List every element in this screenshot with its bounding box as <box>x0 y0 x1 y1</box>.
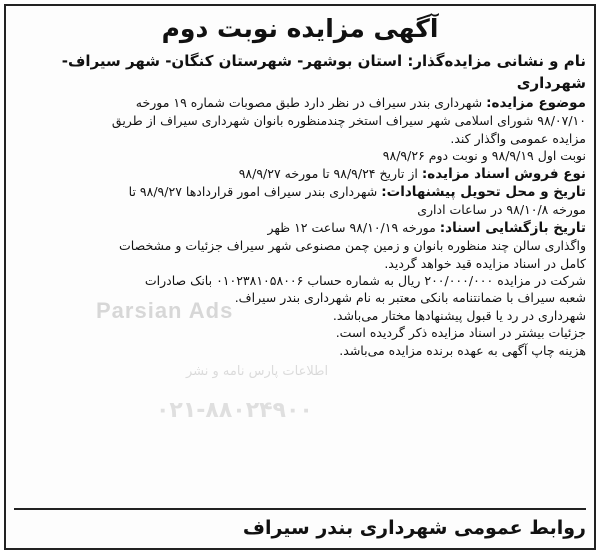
auctioneer-line-2 <box>14 72 586 94</box>
delivery-line-1 <box>14 183 586 201</box>
body-line-4: شعبه سیراف با ضمانتنامه بانکی معتبر به نام شهرداری بندر سیراف. <box>234 290 586 306</box>
doc-sale-line <box>14 165 586 183</box>
turns-line: نوبت اول ۹۸/۹/۱۹ و نوبت دوم ۹۸/۹/۲۶ <box>382 148 586 164</box>
subject-line-3: مزایده عمومی واگذار کند. <box>450 130 586 146</box>
doc-sale-text: از تاریخ ۹۸/۹/۲۴ تا مورخه ۹۸/۹/۲۷ <box>238 165 418 181</box>
auction-notice <box>4 4 596 550</box>
doc-sale-label: نوع فروش اسناد مزایده: <box>421 165 586 182</box>
auctioneer-label: نام و نشانی مزایده‌گذار: <box>407 52 586 70</box>
notice-title: آگهی مزایده نوبت دوم <box>161 14 439 43</box>
delivery-line-2: مورخه ۹۸/۱۰/۸ در ساعات اداری <box>417 202 586 218</box>
body-line-1: واگذاری سالن چند منظوره بانوان و زمین چمن مصنوعی شهر سیراف جزئیات و مشخصات <box>119 238 586 254</box>
subject-label: موضوع مزایده: <box>486 95 586 111</box>
opening-text: مورخه ۹۸/۱۰/۱۹ ساعت ۱۲ ظهر <box>267 219 436 235</box>
auctioneer-line-1 <box>14 50 586 72</box>
body-line-5: شهرداری در رد یا قبول پیشنهادها مختار می‌باشد. <box>332 307 586 323</box>
notice-footer: روابط عمومی شهرداری بندر سیراف <box>242 517 586 539</box>
body-line-6: جزئیات بیشتر در اسناد مزایده ذکر گردیده است. <box>335 325 586 341</box>
subject-line-1 <box>14 94 586 112</box>
watermark-brand: Parsian Ads <box>96 298 234 323</box>
auctioneer-text-2: شهرداری <box>516 74 586 92</box>
body-line-7: هزینه چاپ آگهی به عهده برنده مزایده می‌باشد. <box>339 342 586 358</box>
body-line-2: کامل در اسناد مزایده قید خواهد گردید. <box>384 255 586 271</box>
auctioneer-text-1: استان بوشهر- شهرستان کنگان- شهر سیراف- <box>61 52 403 70</box>
subject-text-1: شهرداری بندر سیراف در نظر دارد طبق مصوبات شماره ۱۹ مورخه <box>135 95 483 110</box>
subject-line-2: ۹۸/۰۷/۱۰ شورای اسلامی شهر سیراف استخر چندمنظوره بانوان شهرداری سیراف از طریق <box>111 113 586 129</box>
watermark-subtitle: اطلاعات پارس نامه و نشر <box>186 364 329 379</box>
delivery-text-1: شهرداری بندر سیراف امور قراردادها ۹۸/۹/۲۷ تا <box>128 184 378 200</box>
opening-line <box>14 219 586 237</box>
footer-divider <box>14 508 586 510</box>
opening-label: تاریخ بازگشایی اسناد: <box>439 219 586 236</box>
watermark-phone: ۰۲۱-۸۸۰۲۴۹۰۰ <box>156 398 313 423</box>
body-line-3: شرکت در مزایده ۲۰۰/۰۰۰/۰۰۰ ریال به شماره حساب ۰۱۰۲۳۸۱۰۵۸۰۰۶ بانک صادرات <box>144 273 586 289</box>
delivery-label: تاریخ و محل تحویل پیشنهادات: <box>381 184 586 201</box>
